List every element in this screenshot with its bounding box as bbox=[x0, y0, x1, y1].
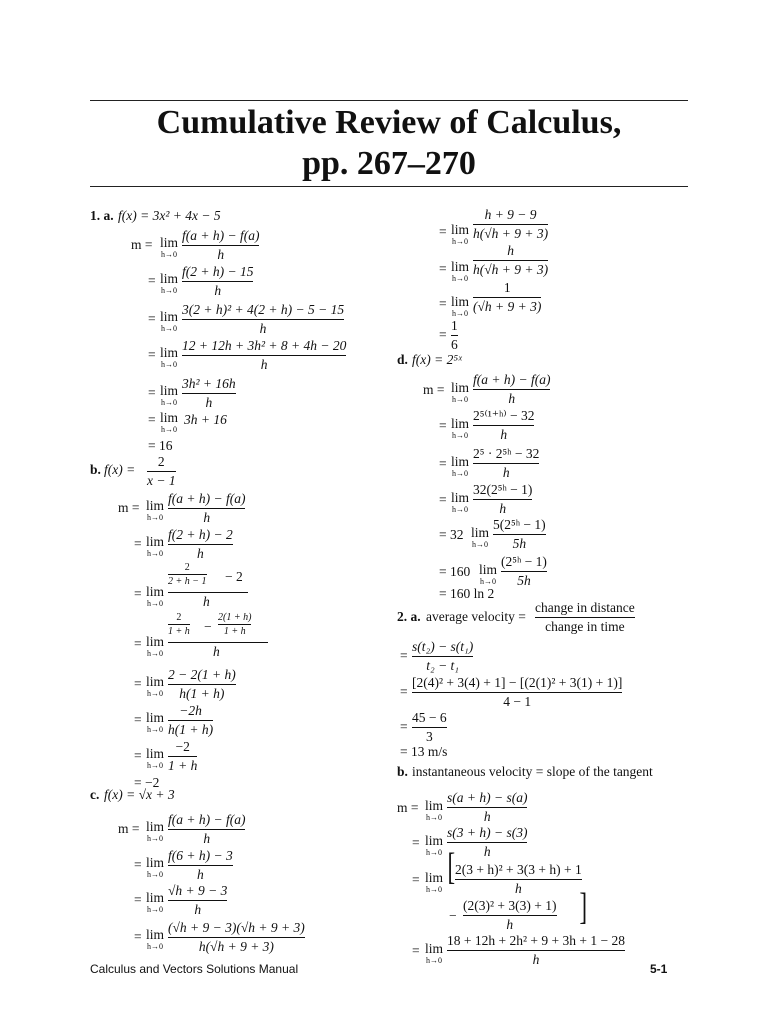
equals: = bbox=[400, 684, 408, 699]
result: = −2 bbox=[134, 775, 160, 790]
problem-label: b. bbox=[397, 764, 408, 779]
fraction: −2h h(1 + h) bbox=[168, 703, 214, 737]
equals: = bbox=[439, 456, 447, 471]
fraction: 3h² + 16h h bbox=[182, 376, 236, 410]
equals: = bbox=[134, 676, 142, 691]
limit-operator: lim h→0 bbox=[146, 927, 165, 951]
expression: instantaneous velocity = slope of the tangent bbox=[412, 764, 653, 779]
equals: = bbox=[134, 586, 142, 601]
limit-operator: lim h→0 bbox=[451, 454, 470, 478]
fraction: s(t₂) − s(t₁) t₂ − t₁ bbox=[412, 639, 474, 673]
result: = 13 m/s bbox=[400, 744, 448, 759]
fraction: 2(1 + h) 1 + h bbox=[218, 612, 252, 637]
limit-operator: lim h→0 bbox=[146, 855, 165, 879]
slope-symbol: m = bbox=[397, 800, 419, 815]
fraction: f(2 + h) − 2 h bbox=[168, 527, 233, 561]
equals: = bbox=[439, 492, 447, 507]
fraction: (2⁵ʰ − 1) 5h bbox=[501, 554, 547, 588]
left-bracket: [ bbox=[447, 846, 456, 888]
fraction: f(a + h) − f(a) h bbox=[168, 491, 246, 525]
equals: = bbox=[148, 412, 156, 427]
equals: = bbox=[134, 892, 142, 907]
fraction: [2(4)² + 3(4) + 1] − [(2(1)² + 3(1) + 1)] 4 − 1 bbox=[412, 675, 623, 709]
equals: = bbox=[400, 719, 408, 734]
equals: = bbox=[148, 273, 156, 288]
fraction: 18 + 12h + 2h² + 9 + 3h + 1 − 28 h bbox=[447, 933, 625, 967]
limit-operator: lim h→0 bbox=[160, 345, 179, 369]
fraction: 2 x − 1 bbox=[147, 454, 176, 488]
equals: = bbox=[439, 261, 447, 276]
function-def: f(x) = √x + 3 bbox=[104, 787, 175, 802]
fraction: f(a + h) − f(a) h bbox=[473, 372, 551, 406]
expression: 3h + 16 bbox=[184, 412, 227, 427]
equals: = bbox=[412, 835, 420, 850]
equals: = bbox=[439, 296, 447, 311]
limit-operator: lim h→0 bbox=[146, 890, 165, 914]
fraction: 1 6 bbox=[451, 318, 458, 352]
fraction: 2 2 + h − 1 bbox=[168, 562, 207, 587]
limit-operator: lim h→0 bbox=[146, 710, 165, 734]
fraction: h + 9 − 9 h(√h + 9 + 3) bbox=[473, 207, 549, 241]
problem-label: d. bbox=[397, 352, 408, 367]
limit-operator: lim h→0 bbox=[146, 819, 165, 843]
equals: = bbox=[134, 929, 142, 944]
page-title: Cumulative Review of Calculus, bbox=[156, 104, 622, 141]
fraction: 2⁵⁽¹⁺ʰ⁾ − 32 h bbox=[473, 408, 535, 442]
limit-operator: lim h→0 bbox=[451, 259, 470, 283]
fraction: f(a + h) − f(a) h bbox=[182, 228, 260, 262]
fraction: (2(3)² + 3(3) + 1) h bbox=[463, 898, 557, 932]
fraction: 2(3 + h)² + 3(3 + h) + 1 h bbox=[455, 862, 582, 896]
equals: = bbox=[134, 636, 142, 651]
fraction: h h(√h + 9 + 3) bbox=[473, 243, 549, 277]
result: = 16 bbox=[148, 438, 173, 453]
function-def: f(x) = bbox=[104, 462, 136, 477]
fraction: 32(2⁵ʰ − 1) h bbox=[473, 482, 533, 516]
fraction: f(6 + h) − 3 h bbox=[168, 848, 233, 882]
result: = 160 ln 2 bbox=[439, 586, 495, 601]
fraction: 3(2 + h)² + 4(2 + h) − 5 − 15 h bbox=[182, 302, 345, 336]
equals: = bbox=[148, 385, 156, 400]
fraction: √h + 9 − 3 h bbox=[168, 883, 228, 917]
function-def: f(x) = 3x² + 4x − 5 bbox=[118, 208, 221, 223]
fraction: (√h + 9 − 3)(√h + 9 + 3) h(√h + 9 + 3) bbox=[168, 920, 305, 954]
expression: = 32 bbox=[439, 527, 464, 542]
limit-operator: lim h→0 bbox=[425, 798, 444, 822]
limit-operator: lim h→0 bbox=[160, 309, 179, 333]
limit-operator: lim h→0 bbox=[160, 410, 179, 434]
equals: = bbox=[134, 857, 142, 872]
fraction: f(a + h) − f(a) h bbox=[168, 812, 246, 846]
slope-symbol: m = bbox=[118, 500, 140, 515]
slope-symbol: m = bbox=[118, 821, 140, 836]
fraction: 5(2⁵ʰ − 1) 5h bbox=[493, 517, 546, 551]
minus-sign: − bbox=[449, 908, 457, 923]
limit-operator: lim h→0 bbox=[479, 562, 498, 586]
limit-operator: lim h→0 bbox=[146, 674, 165, 698]
equals: = bbox=[148, 311, 156, 326]
limit-operator: lim h→0 bbox=[471, 525, 490, 549]
limit-operator: lim h→0 bbox=[160, 383, 179, 407]
equals: = bbox=[439, 224, 447, 239]
fraction: 2 − 2(1 + h) h(1 + h) bbox=[168, 667, 236, 701]
limit-operator: lim h→0 bbox=[146, 746, 165, 770]
problem-label: 2. a. bbox=[397, 609, 421, 624]
equals: = bbox=[412, 943, 420, 958]
function-def: f(x) = 2⁵ˣ bbox=[412, 352, 462, 367]
limit-operator: lim h→0 bbox=[146, 498, 165, 522]
expression: h bbox=[213, 644, 220, 659]
footer-page-number: 5-1 bbox=[650, 962, 668, 976]
page-subtitle: pp. 267–270 bbox=[302, 145, 476, 182]
footer-book-title: Calculus and Vectors Solutions Manual bbox=[90, 962, 299, 976]
equals: = bbox=[412, 872, 420, 887]
fraction-bar bbox=[168, 592, 248, 593]
equals: = bbox=[134, 748, 142, 763]
title-bottom-rule bbox=[90, 186, 688, 187]
equals: = bbox=[134, 536, 142, 551]
limit-operator: lim h→0 bbox=[425, 833, 444, 857]
minus-sign: − bbox=[204, 619, 212, 634]
fraction: f(2 + h) − 15 h bbox=[182, 264, 254, 298]
fraction: 12 + 12h + 3h² + 8 + 4h − 20 h bbox=[182, 338, 347, 372]
equals: = bbox=[439, 418, 447, 433]
slope-symbol: m = bbox=[423, 382, 445, 397]
limit-operator: lim h→0 bbox=[451, 294, 470, 318]
fraction: s(3 + h) − s(3) h bbox=[447, 825, 528, 859]
right-bracket: ] bbox=[579, 886, 588, 928]
limit-operator: lim h→0 bbox=[146, 634, 165, 658]
fraction: 2 1 + h bbox=[168, 612, 190, 637]
fraction: s(a + h) − s(a) h bbox=[447, 790, 528, 824]
expression: average velocity = bbox=[426, 609, 526, 624]
fraction: change in distance change in time bbox=[535, 600, 635, 634]
expression: − 2 bbox=[225, 569, 243, 584]
equals: = bbox=[134, 712, 142, 727]
limit-operator: lim h→0 bbox=[451, 416, 470, 440]
top-rule bbox=[90, 100, 688, 101]
fraction: −2 1 + h bbox=[168, 739, 198, 773]
limit-operator: lim h→0 bbox=[146, 534, 165, 558]
limit-operator: lim h→0 bbox=[160, 271, 179, 295]
fraction-bar bbox=[168, 642, 268, 643]
fraction: 1 (√h + 9 + 3) bbox=[473, 280, 542, 314]
limit-operator: lim h→0 bbox=[160, 235, 179, 259]
limit-operator: lim h→0 bbox=[425, 870, 444, 894]
equals: = bbox=[148, 347, 156, 362]
limit-operator: lim h→0 bbox=[451, 380, 470, 404]
problem-label: c. bbox=[90, 787, 100, 802]
problem-label: 1. a. bbox=[90, 208, 114, 223]
expression: = 160 bbox=[439, 564, 471, 579]
slope-symbol: m = bbox=[131, 237, 153, 252]
fraction: 2⁵ · 2⁵ʰ − 32 h bbox=[473, 446, 540, 480]
limit-operator: lim h→0 bbox=[146, 584, 165, 608]
limit-operator: lim h→0 bbox=[425, 941, 444, 965]
equals: = bbox=[439, 327, 447, 342]
expression: h bbox=[203, 594, 210, 609]
problem-label: b. bbox=[90, 462, 101, 477]
limit-operator: lim h→0 bbox=[451, 222, 470, 246]
limit-operator: lim h→0 bbox=[451, 490, 470, 514]
fraction: 45 − 6 3 bbox=[412, 710, 447, 744]
equals: = bbox=[400, 648, 408, 663]
